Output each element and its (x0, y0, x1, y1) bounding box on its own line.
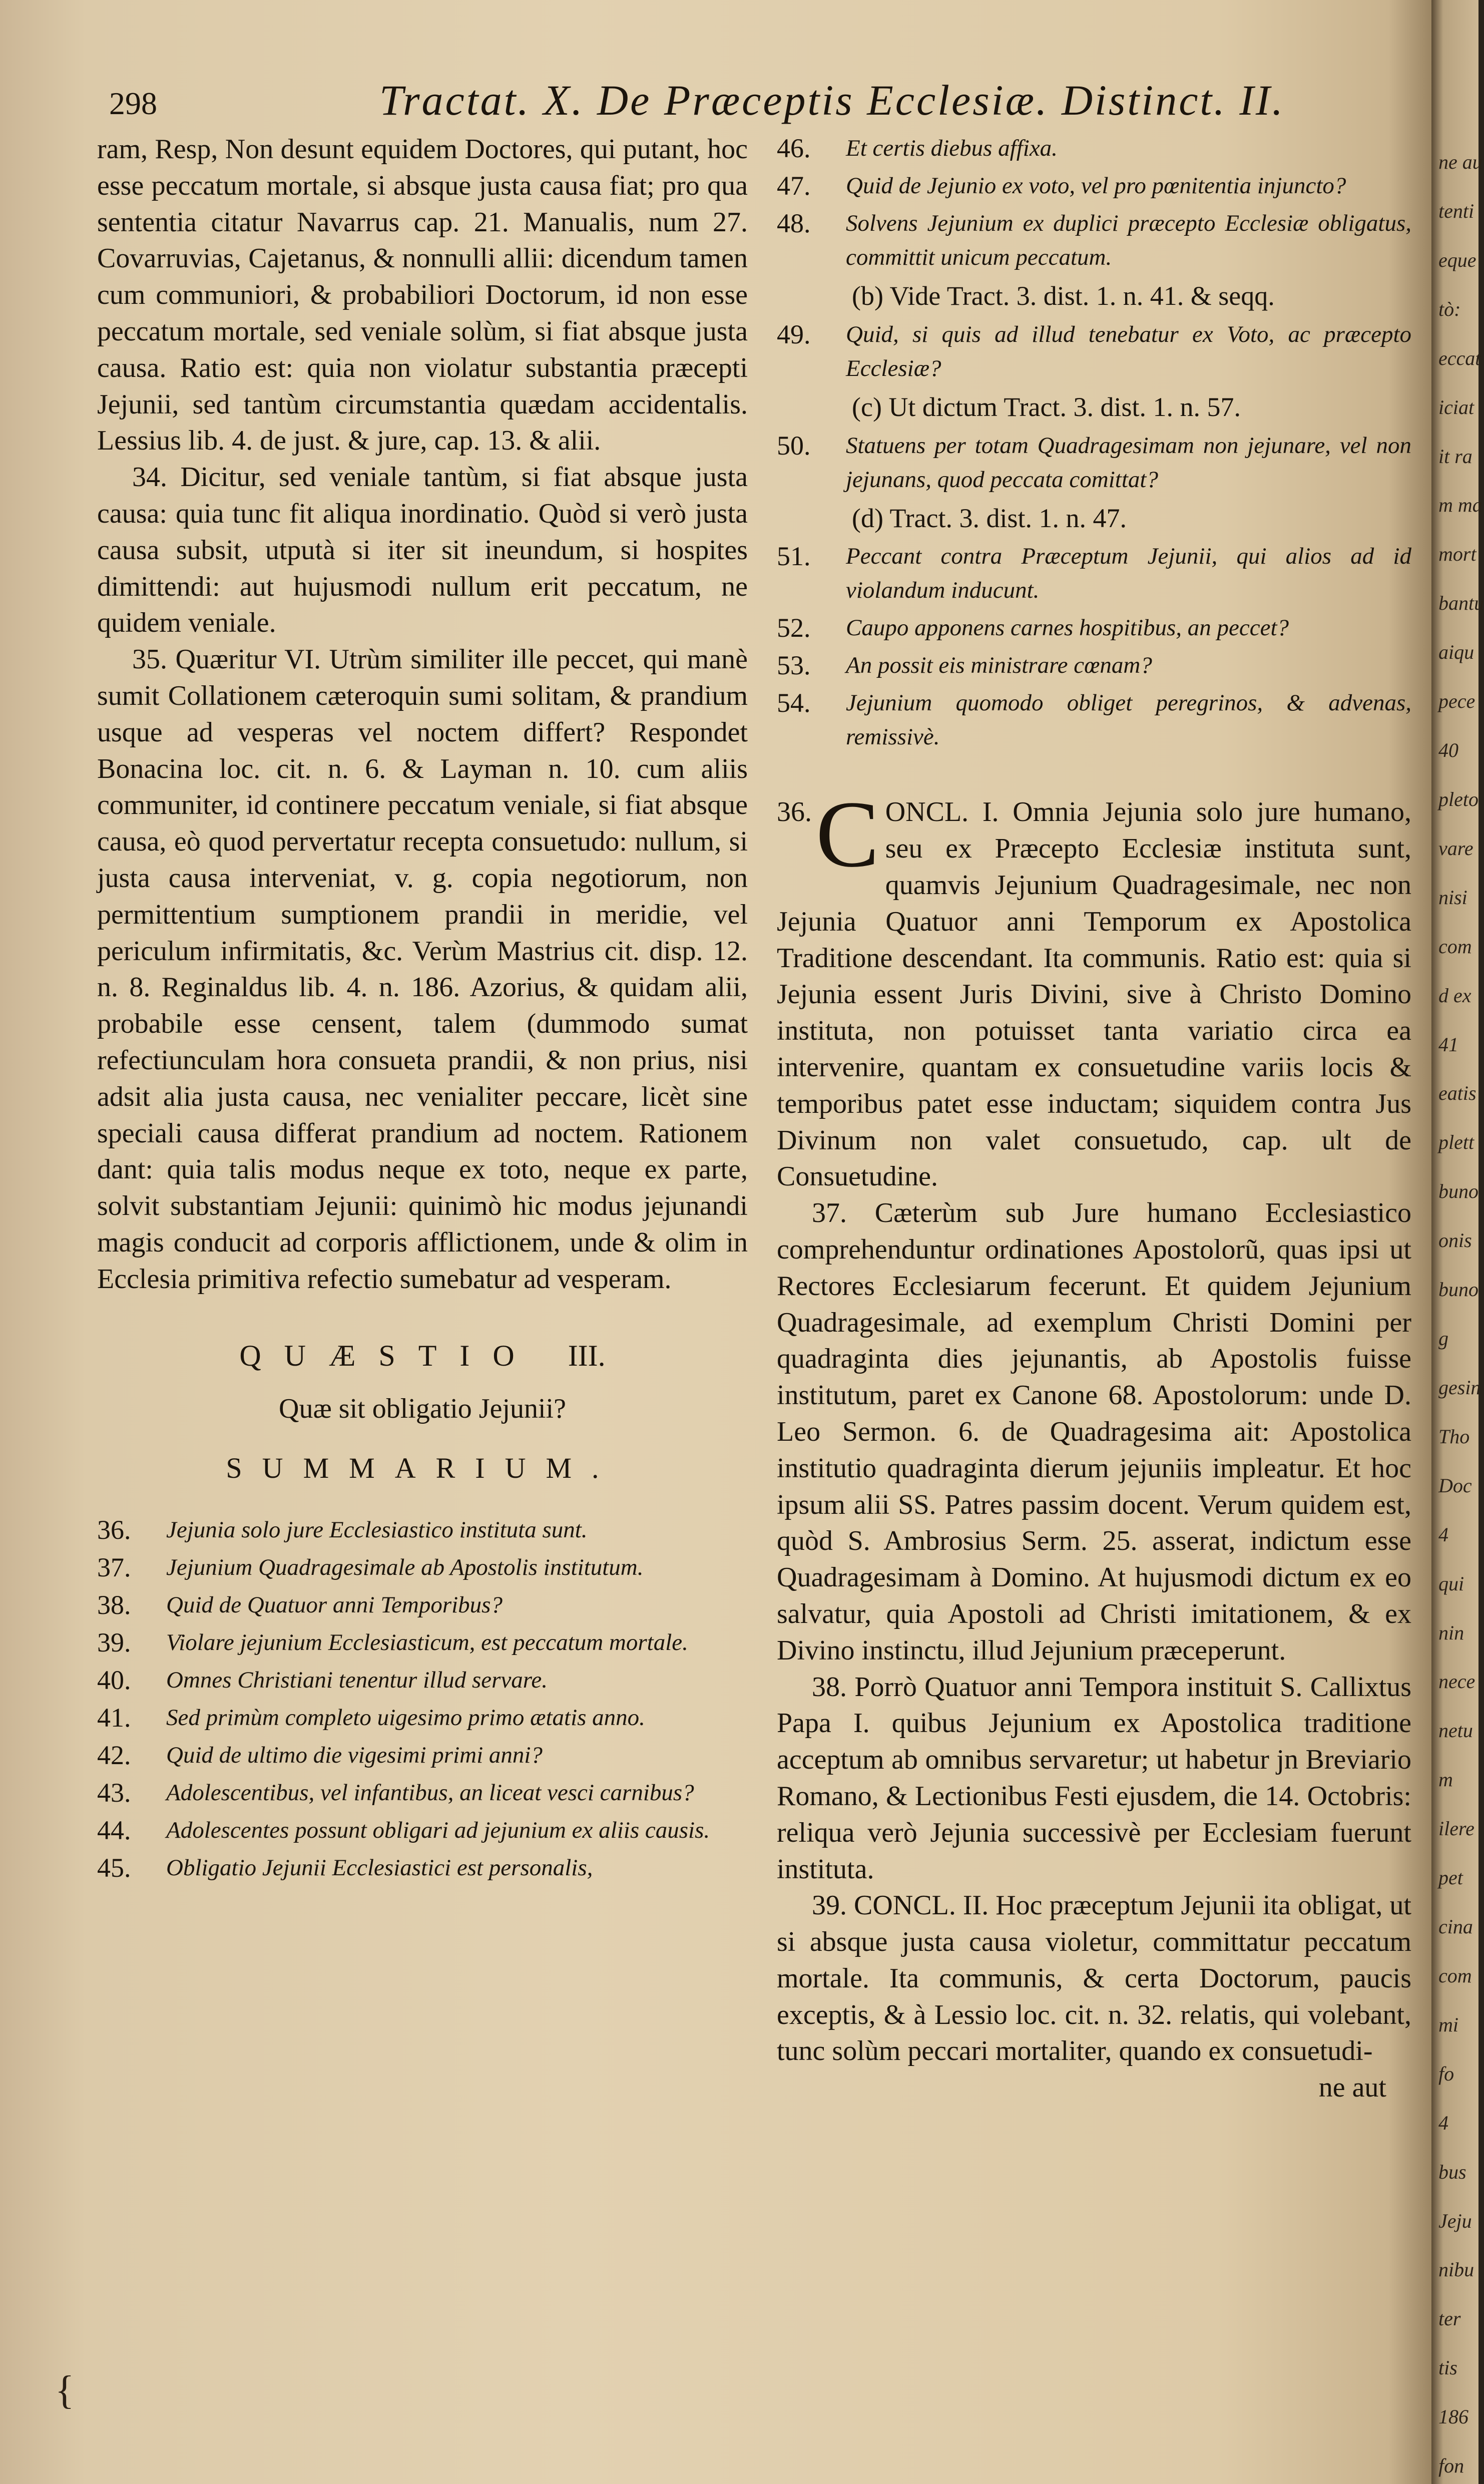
edge-text-fragment: nibu (1438, 2258, 1474, 2281)
paragraph-34: 34. Dicitur, sed veniale tantùm, si fiat absque justa causa: quia tunc fit aliqua inordinatio. Quòd si verò justa causa subsit, utputà si iter sit ineundum, si hospites dimittendi: aut hujusmodi nullum erit peccatum, ne quidem veniale. (97, 462, 748, 639)
edge-text-fragment: Jeju (1438, 2209, 1472, 2232)
summary-item: 52. Caupo apponens carnes hospitibus, an peccet? (777, 613, 1289, 643)
summary-item: 44. Adolescentes possunt obligari ad jejunium ex aliis causis. (97, 1815, 710, 1845)
summary-item: 50. Statuens per totam Quadragesimam non jejunare, vel non jejunans, quod peccata comittat? (777, 430, 1411, 493)
summary-list-right (777, 131, 1411, 754)
edge-text-fragment: m ma (1438, 494, 1482, 517)
paragraph-35: 35. Quæritur VI. Utrùm similiter ille peccet, qui manè sumit Collationem cæteroquin sumi solitam, & prandium usque ad vesperas vel noctem differt? Respondet Bonacina loc. cit. n. 6. & Layman n. 10. cum aliis communiter, id continere peccatum veniale, si fiat absque causa, eò quod pervertatur recepta consuetudo: nullum, si justa causa interveniat, v. g. copia negotiorum, non permittentium sumptionem prandii in meridie, vel periculum infirmitatis, &c. Verùm Mastrius cit. disp. 12. n. 8. Reginaldus lib. 4. n. 186. Azorius, & quidam alii, probabile esse censent, talem (dummodo sumat refectiunculam hora consueta prandii, & non prius, nisi adsit alia justa causa, nec venialiter peccare, licèt sine speciali causa differat prandium ad noctem. Rationem dant: quia talis modus neque ex toto, neque ex parte, solvit substantiam Jejunii: quinimò hic modus jejunandi magis conducit ad corporis afflictionem, unde & olim in Ecclesia primitiva refectio sumebatur ad vesperam. (97, 644, 748, 1295)
edge-text-fragment: qui (1438, 1572, 1464, 1595)
adjacent-page-edge (1431, 0, 1484, 2484)
margin-mark: { (55, 2368, 75, 2412)
edge-text-fragment: plett (1438, 1131, 1474, 1154)
edge-text-fragment: eque (1438, 248, 1476, 271)
edge-text-fragment: tis (1438, 2356, 1457, 2379)
edge-text-fragment: eccat (1438, 346, 1481, 369)
summarium-heading: SUMMARIUM. (226, 1452, 619, 1485)
drop-cap: C (816, 782, 879, 888)
edge-text-fragment: gesin (1438, 1376, 1481, 1399)
summary-item: 45. Obligatio Jejunii Ecclesiastici est personalis, (97, 1852, 593, 1883)
summary-list-left (97, 1513, 748, 1885)
paragraph-continuation: ram, Resp, Non desunt equidem Doctores, qui putant, hoc esse peccatum mortale, si absque justa causa fiat; pro qua sententia citatur Navarrus cap. 21. Manualis, num 27. Covarruvias, Cajetanus, & nonnulli allii: dicendum tamen cum communiori, & probabiliori Doctorum, id non esse peccatum mortale, sed veniale solùm, si fiat absque justa causa. Ratio est: quia non violatur substantia præcepti Jejunii, sed tantùm circumstantia quædam accidentalis. Lessius lib. 4. de just. & jure, cap. 13. & alii. (97, 134, 748, 457)
summary-item: 46. Et certis diebus affixa. (777, 133, 1058, 163)
summary-item: 49. Quid, si quis ad illud tenebatur ex Voto, ac præcepto Ecclesiæ? (777, 319, 1411, 381)
quaestio-subtitle: Quæ sit obligatio Jejunii? (279, 1393, 566, 1425)
edge-text-fragment: com (1438, 935, 1472, 958)
edge-text-fragment: mort (1438, 543, 1476, 566)
paragraph-38: 38. Porrò Quatuor anni Tempora instituit S. Callixtus Papa I. quibus Jejunium ex Apostolica traditione acceptum ab omnibus servaretur; ut habetur jn Breviario Romano, & Lectionibus Festi ejusdem, die 14. Octobris: reliqua verò Jejunia successivè per Ecclesiam fuerunt instituta. (777, 1671, 1411, 1885)
edge-text-fragment: 4 (1438, 1523, 1448, 1546)
quaestio-heading: QUÆSTIO III. (239, 1339, 606, 1372)
edge-text-fragment: aiqu (1438, 641, 1474, 664)
edge-text-fragment: Tho (1438, 1425, 1470, 1448)
edge-text-fragment: g (1438, 1327, 1448, 1350)
edge-text-fragment: pet (1438, 1866, 1463, 1889)
edge-text-fragment: 41 (1438, 1033, 1458, 1056)
edge-text-fragment: mi (1438, 2013, 1458, 2036)
edge-text-fragment: fo (1438, 2062, 1454, 2085)
edge-text-fragment: it ra (1438, 445, 1472, 468)
edge-text-fragment: pleto (1438, 787, 1478, 810)
right-column (777, 131, 1411, 2106)
edge-text-fragment: bus (1438, 2160, 1466, 2183)
summary-item: 53. An possit eis ministrare cœnam? (777, 650, 1152, 681)
edge-text-fragment: d ex (1438, 984, 1471, 1007)
edge-text-fragment: nisi (1438, 886, 1467, 909)
edge-text-fragment: pece (1438, 690, 1475, 713)
edge-text-fragment: 186 (1438, 2405, 1468, 2428)
paragraph-37: 37. Cæterùm sub Jure humano Ecclesiastico comprehenduntur ordinationes Apostolorũ, quas ipsi ut Rectores Ecclesiarum fecerunt. Et quidem Jejunium Quadragesimale, ad exemplum Christi Domini per quadraginta dies jejunantis, ab Apostolis fuisse institutum, paret ex Canone 68. Apostolorum: unde D. Leo Sermon. 6. de Quadragesima ait: Apostolica institutio quadraginta dierum jejuniis impleatur. Et hoc ipsum alii SS. Patres passim docent. Verum quidem est, quòd S. Ambrosius Serm. 25. asserat, indictum esse Quadragesimam à Domino. At hujusmodi dictum ex eo salvatur, quia Apostoli ad Christi imitationem, & ex Divino instinctu, illud Jejunium præceperunt. (777, 1197, 1411, 1666)
edge-text-fragment: buno (1438, 1180, 1478, 1203)
summary-item: 48. Solvens Jejunium ex duplici præcepto Ecclesiæ obligatus, committit unicum peccatum. (777, 208, 1411, 270)
edge-text-fragment: Doc (1438, 1474, 1472, 1497)
summary-item: 41. Sed primùm completo uigesimo primo ætatis anno. (97, 1702, 645, 1733)
edge-text-fragment: nece (1438, 1670, 1475, 1693)
paragraph-number: 36. (777, 796, 812, 828)
cross-reference: (b) Vide Tract. 3. dist. 1. n. 41. & seqq. (852, 281, 1275, 311)
summary-item: 38. Quid de Quatuor anni Temporibus? (97, 1589, 503, 1620)
edge-text-fragment: cina (1438, 1915, 1473, 1938)
cross-reference: (d) Tract. 3. dist. 1. n. 47. (852, 503, 1127, 533)
summary-item: 42. Quid de ultimo die vigesimi primi anni? (97, 1740, 543, 1770)
summary-item: 39. Violare jejunium Ecclesiasticum, est peccatum mortale. (97, 1627, 688, 1658)
edge-text-fragment: fon (1438, 2454, 1464, 2477)
edge-text-fragment: tò: (1438, 297, 1461, 320)
left-column (97, 131, 748, 1888)
conclusion-1: 36. C ONCL. I. Omnia Jejunia solo jure humano, seu ex Præcepto Ecclesiæ instituta sunt, quamvis Jejunium Quadragesimale, nec non Jejunia Quatuor anni Temporum ex Apostolica Traditione descendant. Ita communis. Ratio est: quia si Jejunia essent Juris Divini, sive à Christo Domino instituta, non potuisset tanta variatio circa ea intervenire, quantam ex consuetudine variis locis & temporibus patet esse inductam; siquidem contra Jus Divinum non valet consuetudo, cap. ult de Consuetudine. (777, 782, 1411, 1192)
edge-text-fragment: m (1438, 1768, 1453, 1791)
summary-item: 37. Jejunium Quadragesimale ab Apostolis institutum. (97, 1552, 644, 1582)
edge-text-fragment: iciat (1438, 395, 1474, 419)
edge-text-fragment: 4 (1438, 2111, 1448, 2134)
edge-text-fragment: ne au (1438, 151, 1482, 173)
edge-text-fragment: vare (1438, 837, 1473, 860)
edge-text-fragment: 40 (1438, 739, 1458, 761)
summary-item: 47. Quid de Jejunio ex voto, vel pro pœnitentia injuncto? (777, 171, 1346, 201)
page-number: 298 (109, 86, 157, 121)
edge-text-fragment: onis (1438, 1229, 1472, 1252)
paragraph-39: 39. CONCL. II. Hoc præceptum Jejunii ita obligat, ut si absque justa causa violetur, committatur peccatum mortale. Ita communis, & certa Doctorum, paucis exceptis, & à Lessio loc. cit. n. 32. relatis, qui volebant, tunc solùm peccari mortaliter, quando ex consuetudi- (777, 1890, 1411, 2067)
edge-text-fragment: com (1438, 1964, 1472, 1987)
edge-text-fragment: buno (1438, 1278, 1478, 1301)
running-title: Tractat. X. De Præceptis Ecclesiæ. Distinct. II. (379, 76, 1285, 124)
catchword: ne aut (1318, 2072, 1386, 2104)
edge-text-fragment: tenti (1438, 199, 1474, 222)
edge-text-fragment: ilere (1438, 1817, 1474, 1840)
edge-text-fragment: eatis (1438, 1082, 1476, 1105)
edge-text-fragment: ter (1438, 2307, 1461, 2330)
summary-item: 54. Jejunium quomodo obliget peregrinos, & advenas, remissivè. (777, 688, 1411, 750)
cross-reference: (c) Ut dictum Tract. 3. dist. 1. n. 57. (852, 391, 1241, 422)
page-header (109, 75, 1390, 130)
summary-item: 51. Peccant contra Præceptum Jejunii, qui alios ad id violandum inducunt. (777, 541, 1411, 604)
edge-text-fragment: nin (1438, 1621, 1464, 1644)
summary-item: 40. Omnes Christiani tenentur illud servare. (97, 1665, 548, 1695)
summary-item: 36. Jejunia solo jure Ecclesiastico instituta sunt. (97, 1514, 588, 1545)
edge-text-fragment: bantu (1438, 592, 1484, 615)
summary-item: 43. Adolescentibus, vel infantibus, an liceat vesci carnibus? (97, 1777, 694, 1808)
edge-text-fragment: netu (1438, 1719, 1473, 1742)
